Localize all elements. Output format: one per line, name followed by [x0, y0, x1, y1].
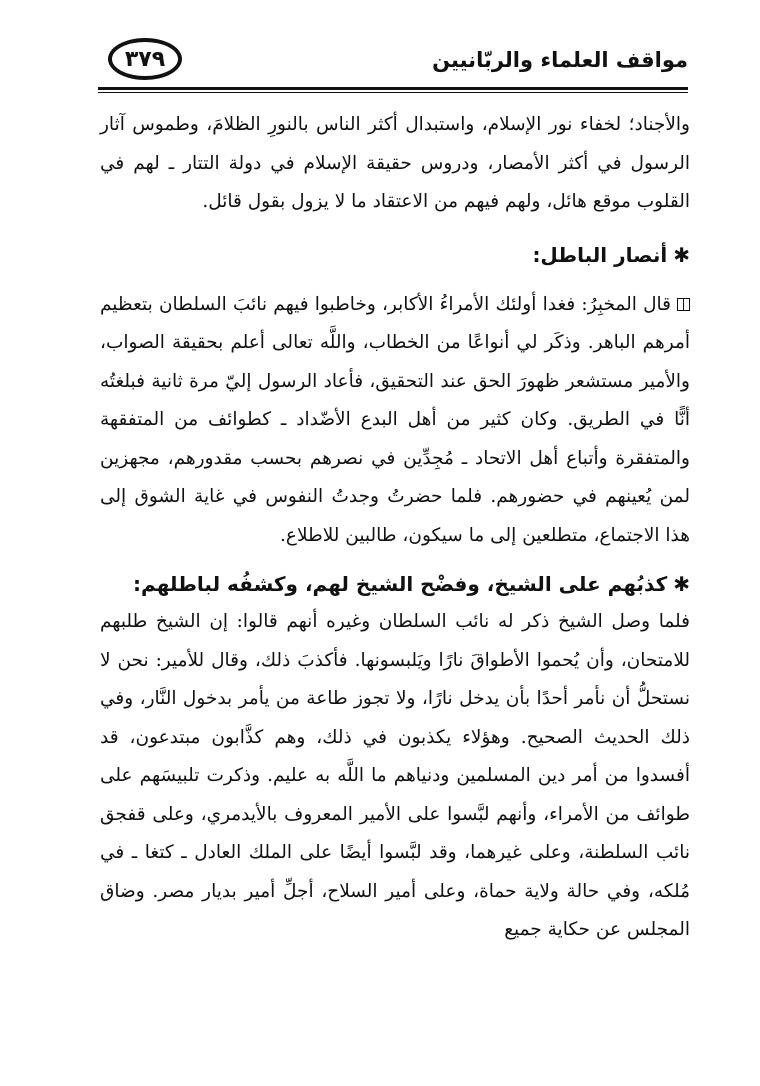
paragraph-informant-text: قال المخبِرُ: فغدا أولئك الأمراءُ الأكابر، وخاطبوا فيهم نائبَ السلطان بتعظيم أمرهم الباهر. وذكَر لي أنواعًا من الخطاب، واللَّه تعالى أعلم بحقيقة الصواب، والأمير مستشعر ظهورَ الحق عند التحقيق، فأعاد الرسول إليّ مرة ثانية فبلغتُه أنًّا في الطريق. وكان كثير من أهل البدع الأضّداد ـ كطوائف من المتفقهة والمتفقرة وأتباع أهل الاتحاد ـ مُجِدِّين في نصرهم بحسب مقدورهم، مجهزين لمن يُعينهم في حضورهم. فلما حضرتُ وجدتُ النفوس في غاية الشوق إلى هذا الاجتماع، متطلعين إلى ما سيكون، طالبين للاطلاع. — [100, 293, 690, 546]
page-number: ٣٧٩ — [108, 38, 182, 80]
section-heading-their-lies — [100, 565, 690, 603]
book-icon — [677, 298, 690, 311]
spacer — [100, 555, 690, 565]
section-heading-text: كذبُهم على الشيخ، وفضْح الشيخ لهم، وكشفُه لباطلهم: — [133, 572, 668, 596]
header-rule — [98, 87, 688, 90]
paragraph-informant — [100, 286, 690, 556]
page-body — [100, 106, 690, 950]
paragraph-intro: والأجناد؛ لخفاء نور الإسلام، واستبدال أكثر الناس بالنورِ الظلامَ، وطموس آثار الرسول في أكثر الأمصار، ودروس حقيقة الإسلام في دولة التتار ـ لهم في القلوب موقع هائل، ولهم فيهم من الاعتقاد ما لا يزول بقول قائل. — [100, 114, 690, 212]
spacer — [100, 222, 690, 236]
page-header — [98, 36, 688, 96]
paragraph-sheikh-arrival: فلما وصل الشيخ ذكر له نائب السلطان وغيره أنهم قالوا: إن الشيخ طلبهم للامتحان، وأن يُحموا الأطواقَ نارًا ويَلبسونها. فأكذبَ ذلك، وقال للأمير: نحن لا نستحلُّ أن نأمر أحدًا بأن يدخل نارًا، ولا تجوز طاعة من يأمر بدخول النَّار، وفي ذلك الحديث الصحيح. وهؤلاء يكذبون في ذلك، وهم كذَّابون مبتدعون، قد أفسدوا من أمر دين المسلمين ودنياهم ما اللَّه به عليم. وذكرت تلبيسَهم على طوائف من الأمراء، وأنهم لبَّسوا على الأمير المعروف بالأيدمري، وعلى قفجق نائب السلطنة، وعلى غيرهما، وقد لبَّسوا أيضًا على الملك العادل ـ كتغا ـ في مُلكه، وفي حالة ولاية حماة، وعلى أمير السلاح، أجلِّ أمير بديار مصر. وضاق المجلس عن حكاية جميع — [100, 611, 690, 940]
section-heading-text: أنصار الباطل: — [532, 242, 668, 267]
running-title: مواقف العلماء والربّانيين — [432, 48, 688, 72]
section-heading-supporters-of-falsehood — [100, 236, 690, 274]
star-icon: ✱ — [673, 242, 690, 267]
header-rule-thin — [98, 92, 688, 93]
star-icon: ✱ — [673, 572, 690, 596]
spacer — [100, 274, 690, 286]
